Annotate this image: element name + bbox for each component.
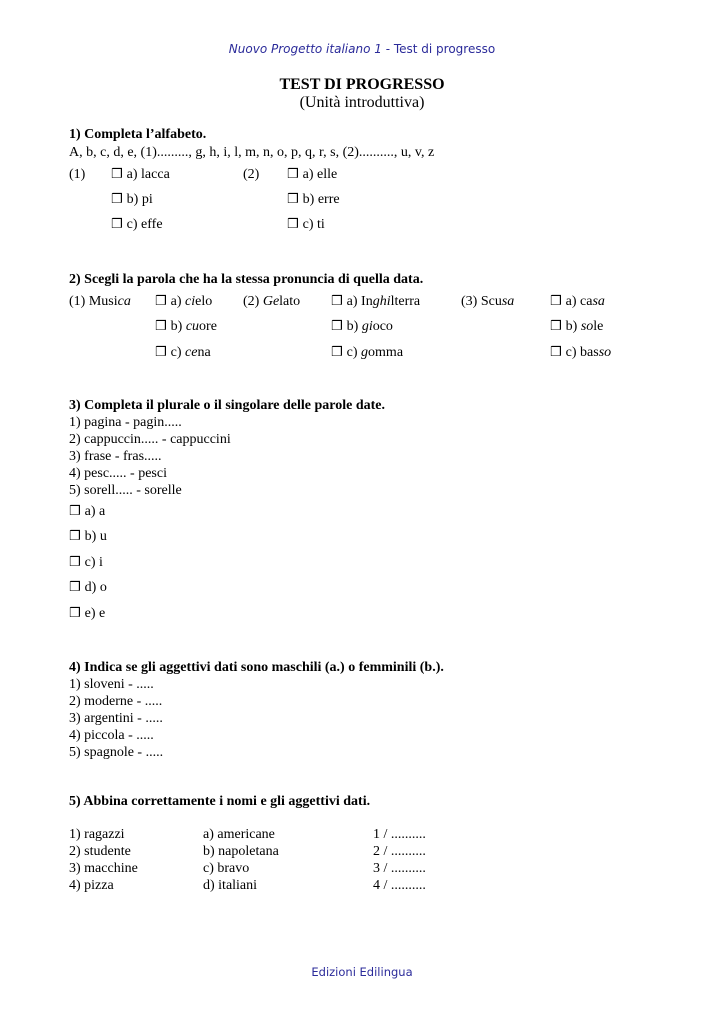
q2-option[interactable]: ❒ a) Inghilterra [331,294,421,309]
page-footer: Edizioni Edilingua [311,965,413,979]
q3-question: 3) Completa il plurale o il singolare delle parole date. [69,398,386,413]
checkbox-icon[interactable]: ❒ [331,319,343,334]
q1-option[interactable]: ❒ a) elle [287,167,338,182]
q5-adjective: a) americane [203,827,275,842]
header-separator: - [381,42,394,56]
checkbox-icon[interactable]: ❒ [331,294,343,309]
page-header [0,42,724,56]
checkbox-icon[interactable]: ❒ [550,345,562,360]
q3-item: 3) frase - fras..... [69,449,162,464]
q1-question: 1) Completa l’alfabeto. [69,127,207,142]
q1-option[interactable]: ❒ c) ti [287,217,325,232]
q5-adjective: c) bravo [203,861,250,876]
q5-adjective: d) italiani [203,878,258,893]
checkbox-icon[interactable]: ❒ [69,504,81,519]
q5-answer-blank[interactable]: 4 / .......... [373,878,426,893]
checkbox-icon[interactable]: ❒ [69,555,81,570]
checkbox-icon[interactable]: ❒ [287,167,299,182]
q2-word-3: (3) Scusa [461,294,515,309]
checkbox-icon[interactable]: ❒ [111,217,123,232]
q3-item: 2) cappuccin..... - cappuccini [69,432,231,447]
q5-noun: 4) pizza [69,878,114,893]
checkbox-icon[interactable]: ❒ [331,345,343,360]
checkbox-icon[interactable]: ❒ [287,217,299,232]
q1-option[interactable]: ❒ a) lacca [111,167,170,182]
q1-option[interactable]: ❒ b) pi [111,192,153,207]
q5-adjective: b) napoletana [203,844,279,859]
checkbox-icon[interactable]: ❒ [69,529,81,544]
q4-item: 3) argentini - ..... [69,711,163,726]
q2-option[interactable]: ❒ b) cuore [155,319,217,334]
q2-question: 2) Scegli la parola che ha la stessa pronuncia di quella data. [69,272,424,287]
q5-answer-blank[interactable]: 1 / .......... [373,827,426,842]
q3-item: 5) sorell..... - sorelle [69,483,182,498]
q1-option[interactable]: ❒ c) effe [111,217,163,232]
q3-option[interactable]: ❒ d) o [69,580,107,595]
q3-option[interactable]: ❒ c) i [69,555,103,570]
q3-option[interactable]: ❒ e) e [69,606,106,621]
q5-noun: 1) ragazzi [69,827,125,842]
test-title: TEST DI PROGRESSO [279,76,445,93]
q2-option[interactable]: ❒ b) gioco [331,319,393,334]
q4-item: 1) sloveni - ..... [69,677,154,692]
checkbox-icon[interactable]: ❒ [155,319,167,334]
q2-option[interactable]: ❒ c) basso [550,345,612,360]
checkbox-icon[interactable]: ❒ [69,580,81,595]
q5-answer-blank[interactable]: 3 / .......... [373,861,426,876]
header-section: Test di progresso [393,42,496,56]
checkbox-icon[interactable]: ❒ [155,345,167,360]
q2-option[interactable]: ❒ a) casa [550,294,605,309]
checkbox-icon[interactable]: ❒ [111,192,123,207]
q5-noun: 3) macchine [69,861,138,876]
q1-blank1-label: (1) [69,167,86,182]
q5-answer-blank[interactable]: 2 / .......... [373,844,426,859]
header-book-title: Nuovo Progetto italiano 1 [228,42,382,56]
q1-sequence: A, b, c, d, e, (1)........., g, h, i, l, m, n, o, p, q, r, s, (2).........., u, v, z [69,145,435,160]
q3-option[interactable]: ❒ b) u [69,529,107,544]
q4-item: 4) piccola - ..... [69,728,154,743]
q1-blank2-label: (2) [243,167,260,182]
q2-option[interactable]: ❒ c) gomma [331,345,404,360]
q3-option[interactable]: ❒ a) a [69,504,106,519]
checkbox-icon[interactable]: ❒ [550,294,562,309]
checkbox-icon[interactable]: ❒ [550,319,562,334]
checkbox-icon[interactable]: ❒ [155,294,167,309]
q2-word-2: (2) Gelato [243,294,301,309]
q5-question: 5) Abbina correttamente i nomi e gli aggettivi dati. [69,794,371,809]
checkbox-icon[interactable]: ❒ [111,167,123,182]
checkbox-icon[interactable]: ❒ [287,192,299,207]
test-subtitle: (Unità introduttiva) [299,94,425,111]
q4-item: 2) moderne - ..... [69,694,163,709]
q3-item: 1) pagina - pagin..... [69,415,182,430]
q2-option[interactable]: ❒ a) cielo [155,294,213,309]
q5-noun: 2) studente [69,844,131,859]
q3-item: 4) pesc..... - pesci [69,466,167,481]
q2-option[interactable]: ❒ b) sole [550,319,604,334]
q2-option[interactable]: ❒ c) cena [155,345,211,360]
q4-question: 4) Indica se gli aggettivi dati sono maschili (a.) o femminili (b.). [69,660,444,675]
q1-option[interactable]: ❒ b) erre [287,192,340,207]
q4-item: 5) spagnole - ..... [69,745,164,760]
q2-word-1: (1) Musica [69,294,131,309]
checkbox-icon[interactable]: ❒ [69,606,81,621]
